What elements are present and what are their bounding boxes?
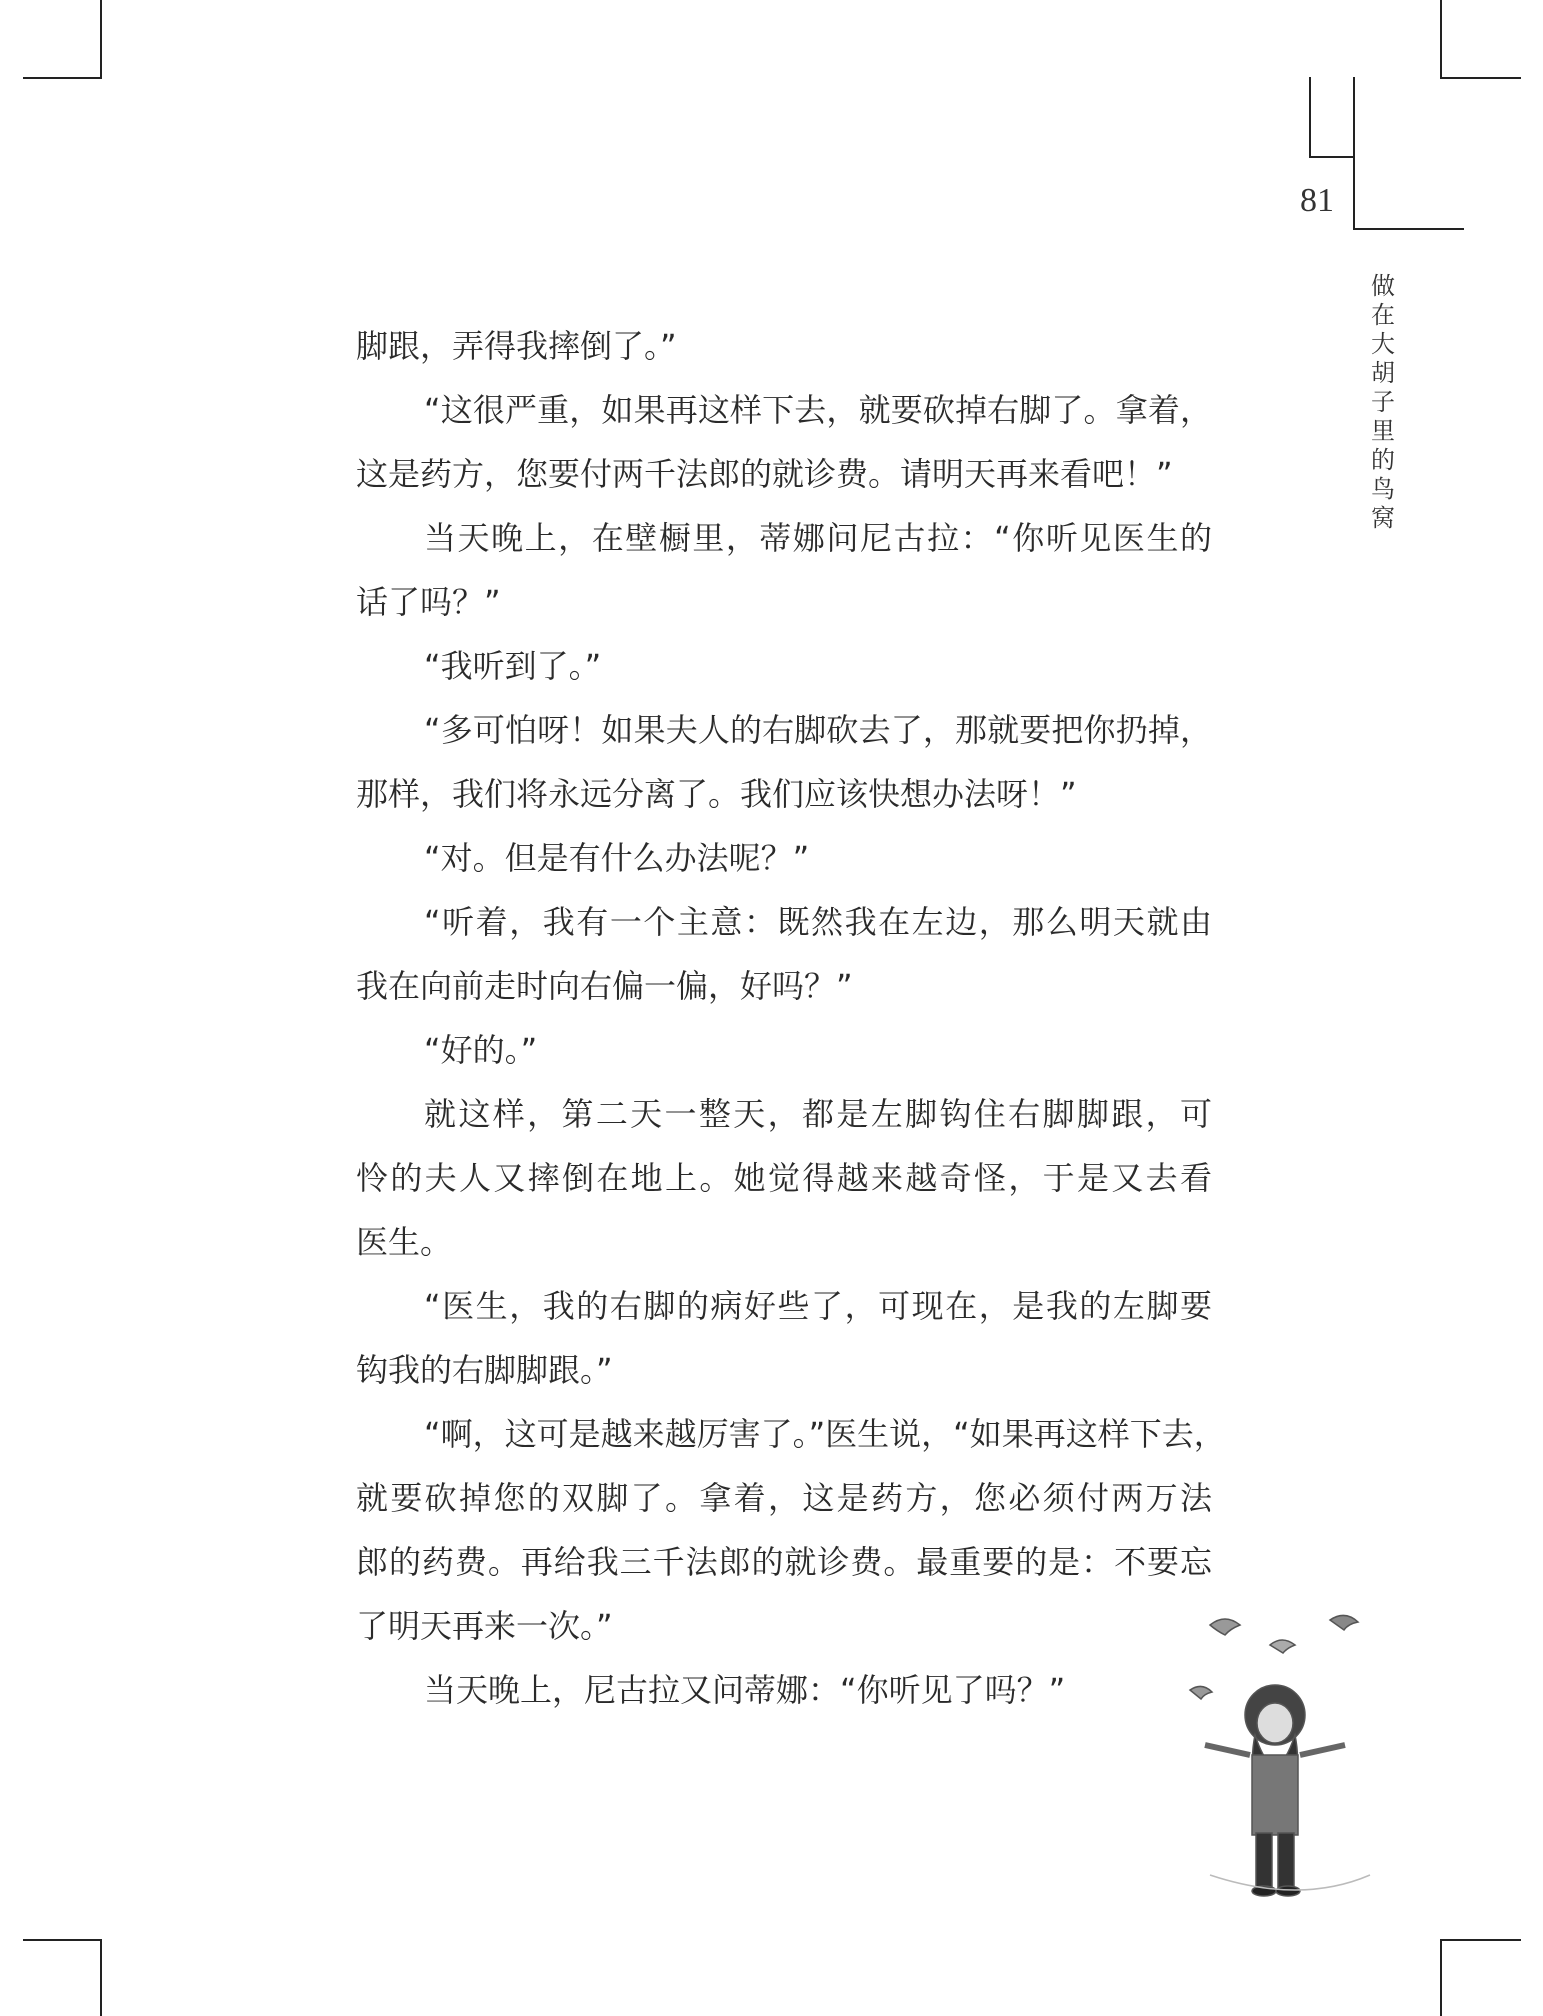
text-line: 我在向前走时向右偏一偏，好吗？”: [356, 967, 853, 1005]
text-line: 了明天再来一次。”: [356, 1607, 613, 1645]
text-line: “啊，这可是越来越厉害了。”医生说，“如果再这样下去，: [424, 1415, 1226, 1453]
crop-mark: [1440, 1939, 1521, 1941]
text-line: “多可怕呀！如果夫人的右脚砍去了，那就要把你扔掉，: [424, 711, 1212, 749]
bearded-man-with-birds-illustration: [1180, 1605, 1420, 1925]
text-line: 钩我的右脚脚跟。”: [356, 1351, 613, 1389]
crop-mark: [1440, 1939, 1442, 2016]
crop-mark: [1440, 77, 1521, 79]
text-line: 脚跟，弄得我摔倒了。”: [356, 327, 677, 365]
text-line: “听着，我有一个主意：既然我在左边，那么明天就由: [424, 903, 1212, 941]
body-text: [356, 314, 1226, 1722]
text-line: “这很严重，如果再这样下去，就要砍掉右脚了。拿着，: [424, 391, 1212, 429]
crop-mark: [23, 77, 102, 79]
header-rule: [1353, 77, 1355, 229]
crop-mark: [1440, 0, 1442, 77]
text-line: 当天晚上，尼古拉又问蒂娜：“你听见了吗？”: [424, 1671, 1066, 1709]
running-title: 做在大胡子里的鸟窝: [1371, 272, 1395, 532]
text-line: “好的。”: [424, 1031, 538, 1069]
header-rule: [1353, 228, 1464, 230]
crop-mark: [1309, 156, 1354, 158]
text-line: 话了吗？”: [356, 583, 501, 621]
text-line: 就这样，第二天一整天，都是左脚钩住右脚脚跟，可: [424, 1095, 1212, 1133]
text-line: 医生。: [356, 1223, 453, 1261]
text-line: 这是药方，您要付两千法郎的就诊费。请明天再来看吧！”: [356, 455, 1173, 493]
page-number: 81: [1300, 182, 1334, 219]
text-line: 怜的夫人又摔倒在地上。她觉得越来越奇怪，于是又去看: [356, 1159, 1212, 1197]
text-line: “医生，我的右脚的病好些了，可现在，是我的左脚要: [424, 1287, 1212, 1325]
crop-mark: [23, 1939, 102, 1941]
text-line: 就要砍掉您的双脚了。拿着，这是药方，您必须付两万法: [356, 1479, 1212, 1517]
crop-mark: [100, 0, 102, 77]
text-line: 当天晚上，在壁橱里，蒂娜问尼古拉：“你听见医生的: [424, 519, 1212, 557]
text-line: “我听到了。”: [424, 647, 602, 685]
crop-mark: [100, 1939, 102, 2016]
text-line: “对。但是有什么办法呢？”: [424, 839, 810, 877]
text-line: 那样，我们将永远分离了。我们应该快想办法呀！”: [356, 775, 1077, 813]
text-line: 郎的药费。再给我三千法郎的就诊费。最重要的是：不要忘: [356, 1543, 1212, 1581]
crop-mark: [1309, 77, 1311, 157]
